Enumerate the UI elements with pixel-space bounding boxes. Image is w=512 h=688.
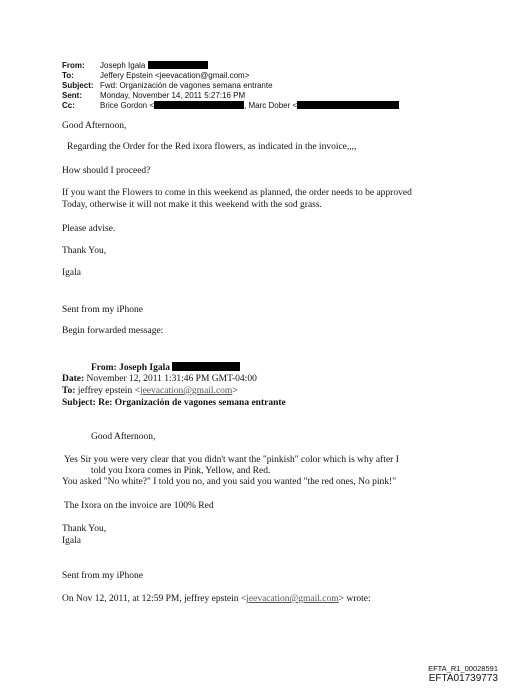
cc-label: Cc: xyxy=(62,101,75,110)
redaction-bar xyxy=(148,61,208,69)
fwd-paragraph: You asked "No white?" I told you no, and you said you wanted "the red ones, No pink!" xyxy=(62,477,397,487)
email-header xyxy=(62,61,482,111)
body-paragraph: How should I proceed? xyxy=(62,166,151,176)
fwd-mobile-signature: Sent from my iPhone xyxy=(62,571,144,581)
fwd-to-end: > xyxy=(232,386,238,396)
body-paragraph: Thank You, xyxy=(62,246,107,256)
forward-intro: Begin forwarded message: xyxy=(62,326,164,336)
sent-value: Monday, November 14, 2011 5:27:16 PM xyxy=(100,91,246,100)
fwd-signature: Igala xyxy=(62,536,81,546)
fwd-to-row xyxy=(62,386,238,397)
quoted-intro-text: On Nov 12, 2011, at 12:59 PM, jeffrey epstein < xyxy=(62,594,247,604)
quoted-intro-end: > wrote: xyxy=(338,594,371,604)
redaction-bar xyxy=(172,362,240,371)
from-name: Joseph Igala xyxy=(100,61,146,70)
fwd-date-label: Date: xyxy=(62,374,85,384)
fwd-to-label: To: xyxy=(62,386,76,396)
redaction-bar xyxy=(297,101,399,109)
to-value: Jeffery Epstein <jeevacation@gmail.com> xyxy=(100,71,250,80)
fwd-paragraph: Thank You, xyxy=(62,524,107,534)
subject-value: Fwd: Organización de vagones semana entrante xyxy=(100,81,273,90)
fwd-from-label: From: xyxy=(91,363,117,373)
greeting: Good Afternoon, xyxy=(62,121,127,131)
cc-name-1: Brice Gordon < xyxy=(100,101,155,110)
fwd-date-row xyxy=(62,374,257,385)
to-label: To: xyxy=(62,71,74,80)
doc-id-small: EFTA_R1_00028591 xyxy=(428,664,498,673)
redaction-bar xyxy=(154,101,244,109)
cc-value xyxy=(100,101,399,111)
email-link[interactable]: jeevacation@gmail.com xyxy=(139,386,233,396)
fwd-greeting: Good Afternoon, xyxy=(91,432,156,442)
email-link[interactable]: jeevacation@gmail.com xyxy=(246,594,339,604)
body-paragraph: Today, otherwise it will not make it this weekend with the sod grass. xyxy=(62,200,322,210)
doc-id-large: EFTA01739773 xyxy=(428,673,498,684)
from-value xyxy=(100,61,208,71)
fwd-from-row xyxy=(91,362,240,374)
mobile-signature: Sent from my iPhone xyxy=(62,305,144,315)
fwd-subject-label: Subject: xyxy=(62,398,96,408)
body-paragraph: Regarding the Order for the Red ixora flowers, as indicated in the invoice,,,, xyxy=(67,142,357,152)
fwd-date-value: November 12, 2011 1:31:46 PM GMT-04:00 xyxy=(86,374,257,384)
fwd-paragraph: The Ixora on the invoice are 100% Red xyxy=(64,501,214,511)
subject-label: Subject: xyxy=(62,81,94,90)
fwd-paragraph: Yes Sir you were very clear that you didn't want the "pinkish" color which is why after I xyxy=(64,455,399,465)
cc-name-2: , Marc Dober < xyxy=(244,101,298,110)
fwd-paragraph: told you Ixora comes in Pink, Yellow, and Red. xyxy=(91,466,271,476)
body-paragraph: Please advise. xyxy=(62,224,116,234)
body-paragraph: If you want the Flowers to come in this weekend as planned, the order needs to be approved xyxy=(62,188,412,198)
fwd-subject-row xyxy=(62,398,286,409)
fwd-from-value: Joseph Igala xyxy=(119,363,171,373)
signature: Igala xyxy=(62,268,81,278)
from-label: From: xyxy=(62,61,85,70)
quoted-intro xyxy=(62,594,371,605)
fwd-subject-value: Re: Organización de vagones semana entrante xyxy=(98,398,286,408)
sent-label: Sent: xyxy=(62,91,82,100)
fwd-to-name: jeffrey epstein < xyxy=(77,386,140,396)
